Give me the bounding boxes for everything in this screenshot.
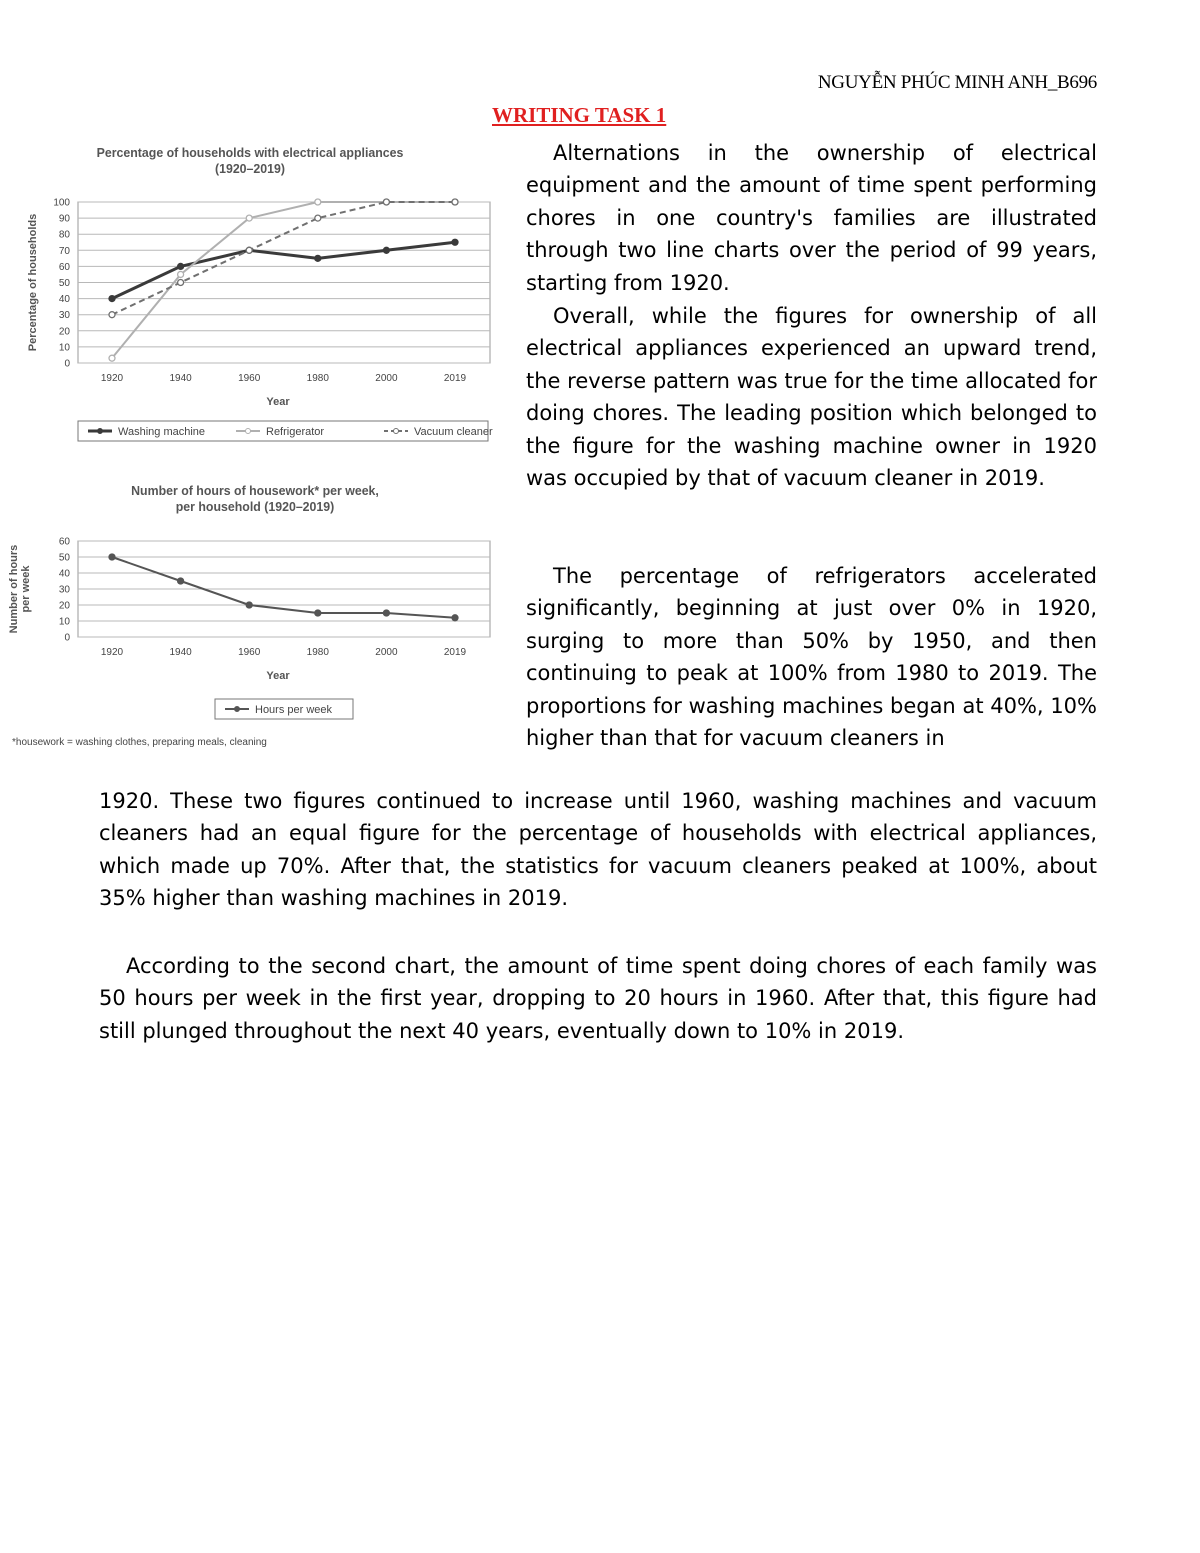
legend-label-vacuum-cleaner: Vacuum cleaner [414, 426, 493, 438]
data-point-washing-machine [315, 255, 321, 261]
data-point-refrigerator [178, 271, 184, 277]
x-tick-label: 2019 [443, 647, 467, 658]
data-point-hours-per-week [246, 602, 252, 608]
chart1-title-line2: (1920–2019) [214, 161, 286, 176]
y-tick-label: 10 [58, 616, 70, 628]
y-axis-label-line2: per week [20, 565, 32, 613]
data-point-hours-per-week [315, 610, 321, 616]
data-point-refrigerator [246, 215, 252, 221]
x-tick-label: 1980 [306, 373, 329, 384]
legend-marker-hours-per-week [235, 707, 240, 712]
data-point-vacuum-cleaner [178, 280, 184, 286]
y-tick-label: 60 [58, 261, 70, 273]
series-line-hours-per-week [112, 557, 455, 618]
data-point-refrigerator [315, 199, 321, 205]
y-tick-label: 10 [58, 342, 70, 354]
x-tick-label: 2000 [375, 647, 398, 658]
legend-label-refrigerator: Refrigerator [266, 426, 325, 438]
essay-paragraph-1: Alternations in the ownership of electrical equipment and the amount of time spent performing chores in one country's families are illustrated through two line charts over the period of 99 years, starting from 1920. [526, 141, 1097, 295]
legend-label-hours-per-week: Hours per week [255, 704, 333, 716]
y-tick-label: 20 [58, 326, 70, 338]
data-point-hours-per-week [383, 610, 389, 616]
x-tick-label: 1920 [100, 647, 124, 658]
y-tick-label: 40 [58, 294, 70, 306]
data-point-vacuum-cleaner [383, 199, 389, 205]
series-line-refrigerator [112, 202, 455, 358]
y-tick-label: 80 [58, 229, 70, 241]
data-point-vacuum-cleaner [109, 312, 115, 318]
y-axis-label: Percentage of households [27, 213, 39, 352]
essay-paragraph-4: According to the second chart, the amount of time spent doing chores of each family was 50 hours per week in the first year, dropping to 20 hours in 1960. After that, this figure had still plunged throughout the next 40 years, eventually down to 10% in 2019. [99, 954, 1097, 1043]
y-tick-label: 30 [58, 584, 70, 596]
data-point-vacuum-cleaner [452, 199, 458, 205]
x-tick-label: 1960 [238, 647, 261, 658]
data-point-washing-machine [178, 263, 184, 269]
y-tick-label: 50 [58, 278, 70, 289]
chart1-title-line1: Percentage of households with electrical appliances [96, 145, 404, 160]
y-tick-label: 0 [64, 358, 70, 370]
y-tick-label: 70 [58, 245, 70, 257]
x-tick-label: 1920 [100, 373, 124, 384]
essay-paragraph-2: Overall, while the figures for ownership of all electrical appliances experienced an upward trend, the reverse pattern was true for the time allocated for doing chores. The leading position which belonged to the figure for the washing machine owner in 1920 was occupied by that of vacuum cleaner in 2019. [526, 304, 1097, 491]
x-tick-label: 1980 [306, 647, 329, 658]
y-tick-label: 90 [58, 213, 70, 225]
author-name: NGUYỄN PHÚC MINH ANH_B696 [817, 72, 1097, 93]
y-tick-label: 30 [58, 310, 70, 322]
y-axis-label-line1: Number of hours [8, 544, 20, 634]
y-tick-label: 60 [58, 536, 70, 548]
x-axis-label: Year [266, 670, 290, 682]
chart2-title [79, 483, 431, 515]
housework-line-chart [0, 525, 500, 730]
chart2-footnote: *housework = washing clothes, preparing meals, cleaning [12, 737, 267, 748]
task-title: WRITING TASK 1 [492, 103, 667, 127]
data-point-vacuum-cleaner [246, 247, 252, 253]
essay-paragraph-3b: 1920. These two figures continued to increase until 1960, washing machines and vacuum cleaners had an equal figure for the percentage of households with electrical appliances, which made up 70%. After that, the statistics for vacuum cleaners peaked at 100%, about 35% higher than washing machines in 2019. [99, 789, 1097, 911]
data-point-vacuum-cleaner [315, 215, 321, 221]
y-tick-label: 0 [64, 632, 70, 644]
series-line-vacuum-cleaner [112, 202, 455, 315]
x-tick-label: 2000 [375, 373, 398, 384]
legend-marker-vacuum-cleaner [394, 429, 399, 434]
chart1-title [51, 145, 450, 177]
x-tick-label: 1960 [238, 373, 261, 384]
data-point-washing-machine [383, 247, 389, 253]
y-tick-label: 40 [58, 568, 70, 580]
data-point-hours-per-week [452, 615, 458, 621]
data-point-washing-machine [109, 296, 115, 302]
x-tick-label: 1940 [169, 647, 192, 658]
x-axis-label: Year [266, 396, 290, 408]
appliances-line-chart [0, 180, 500, 450]
legend-marker-washing-machine [98, 429, 103, 434]
legend-marker-refrigerator [246, 429, 251, 434]
data-point-refrigerator [109, 355, 115, 361]
y-tick-label: 100 [53, 197, 70, 209]
chart2-title-line1: Number of hours of housework* per week, [131, 483, 379, 498]
data-point-hours-per-week [109, 554, 115, 560]
y-tick-label: 50 [58, 552, 70, 564]
chart2-title-line2: per household (1920–2019) [175, 499, 335, 514]
data-point-hours-per-week [178, 578, 184, 584]
x-tick-label: 1940 [169, 373, 192, 384]
x-tick-label: 2019 [443, 373, 467, 384]
legend-label-washing-machine: Washing machine [118, 426, 206, 438]
y-tick-label: 20 [58, 600, 70, 612]
data-point-washing-machine [452, 239, 458, 245]
essay-paragraph-3a: The percentage of refrigerators accelerated significantly, beginning at just over 0% in 1920, surging to more than 50% by 1950, and then continuing to peak at 100% from 1980 to 2019. The proportions for washing machines began at 40%, 10% higher than that for vacuum cleaners in [526, 564, 1097, 751]
